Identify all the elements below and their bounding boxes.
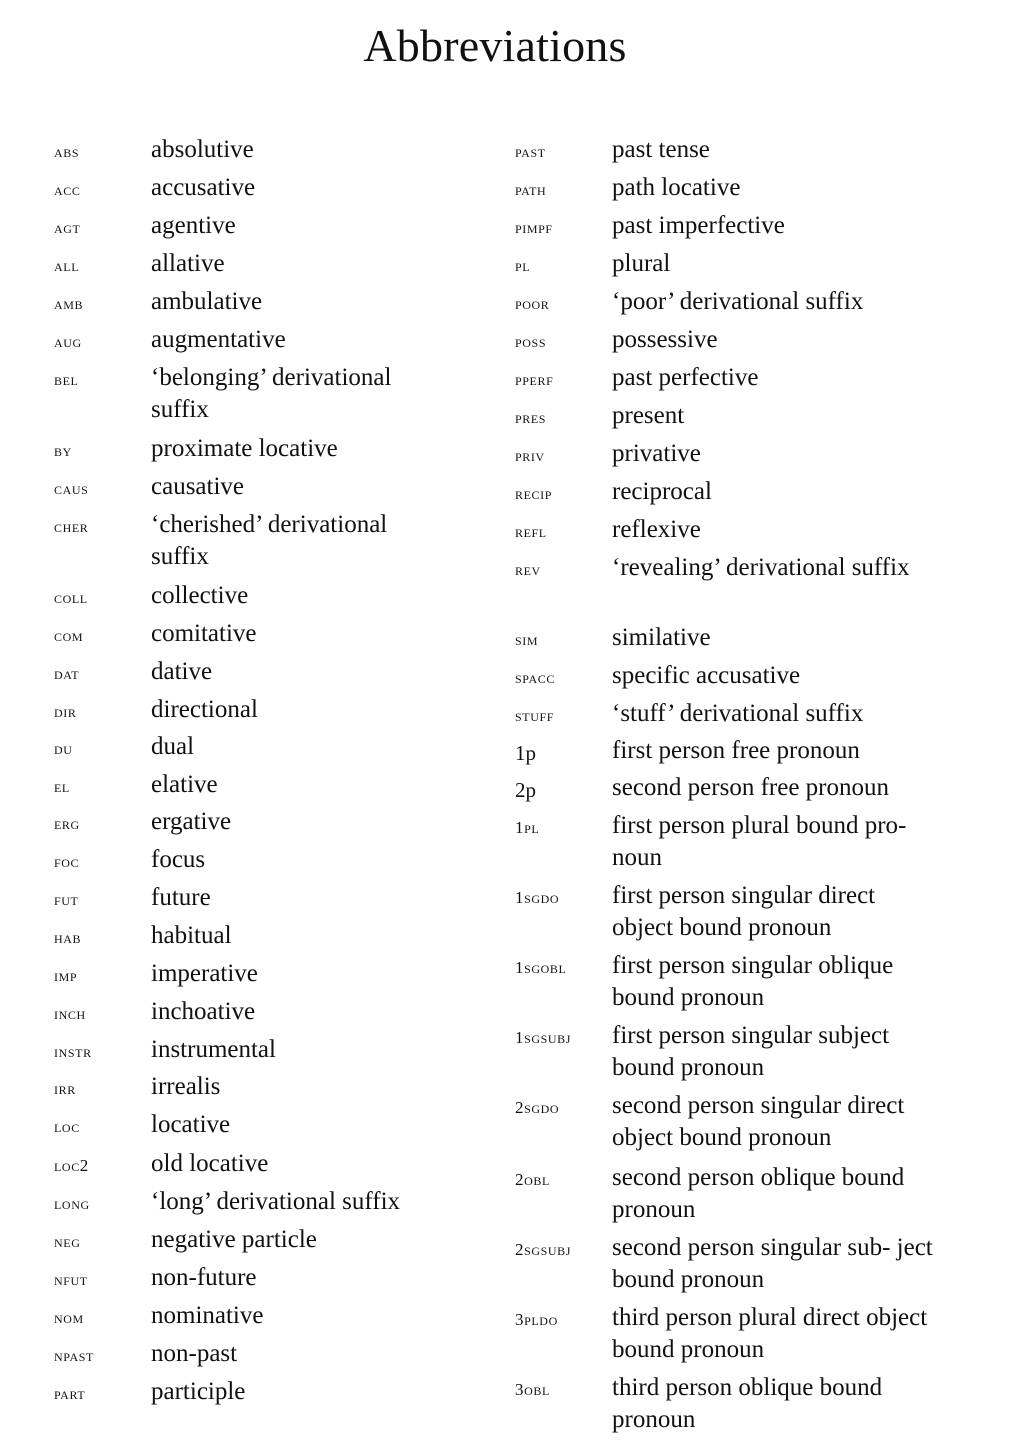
abbreviation-term: abs — [54, 142, 80, 161]
abbreviation-entry — [54, 656, 451, 690]
abbreviation-term: pperf — [515, 370, 554, 389]
abbreviation-entry — [54, 1262, 451, 1296]
abbreviation-entry — [54, 806, 451, 840]
abbreviation-entry — [54, 1034, 451, 1068]
abbreviation-entry — [515, 1302, 942, 1366]
abbreviation-term: hab — [54, 928, 82, 947]
abbreviation-entry — [515, 552, 942, 586]
abbreviation-definition: past tense — [612, 136, 710, 163]
abbreviation-term: spacc — [515, 668, 555, 687]
abbreviation-definition: first person plural bound pro- noun — [612, 812, 907, 871]
abbreviation-term: coll — [54, 588, 88, 607]
abbreviation-entry — [54, 134, 451, 168]
abbreviation-definition: first person free pronoun — [612, 737, 860, 764]
abbreviation-definition: old locative — [151, 1150, 269, 1177]
abbreviation-entry — [54, 509, 451, 573]
abbreviation-definition: proximate locative — [151, 435, 338, 462]
abbreviation-definition: nominative — [151, 1302, 264, 1329]
abbreviation-entry — [515, 438, 942, 472]
abbreviation-definition: focus — [151, 846, 206, 873]
abbreviation-term: 1sgdo — [515, 888, 560, 907]
abbreviation-entry — [54, 882, 451, 916]
abbreviation-term: refl — [515, 522, 547, 541]
abbreviation-entry — [54, 1338, 451, 1372]
abbreviation-term: pl — [515, 256, 531, 275]
abbreviation-term: instr — [54, 1042, 92, 1061]
abbreviation-definition: second person free pronoun — [612, 774, 889, 801]
abbreviation-term: 2p — [515, 778, 536, 802]
abbreviation-term: du — [54, 739, 73, 758]
abbreviation-term: 1sgsubj — [515, 1028, 572, 1047]
abbreviation-entry — [54, 286, 451, 320]
abbreviation-entry — [515, 210, 942, 244]
abbreviation-definition: second person singular sub- ject bound pronoun — [612, 1234, 933, 1293]
abbreviation-entry — [54, 1376, 451, 1410]
abbreviation-term: stuff — [515, 706, 555, 725]
abbreviation-term: nom — [54, 1308, 84, 1327]
abbreviation-term: el — [54, 777, 70, 796]
abbreviation-term: dir — [54, 702, 77, 721]
abbreviation-definition: participle — [151, 1378, 246, 1405]
abbreviation-definition: ‘revealing’ derivational suffix — [612, 554, 910, 581]
abbreviation-entry — [515, 735, 942, 769]
abbreviation-entry — [515, 622, 942, 656]
abbreviation-term: 2sgsubj — [515, 1240, 572, 1259]
abbreviation-definition: dative — [151, 658, 213, 685]
abbreviation-definition: ‘stuff’ derivational suffix — [612, 700, 864, 727]
abbreviation-definition: first person singular subject bound pronoun — [612, 1022, 890, 1081]
abbreviation-entry — [515, 950, 942, 1014]
abbreviation-entry — [515, 248, 942, 282]
abbreviation-term: npast — [54, 1346, 94, 1365]
abbreviation-definition: specific accusative — [612, 662, 801, 689]
abbreviation-definition: imperative — [151, 960, 258, 987]
abbreviation-entry — [515, 698, 942, 732]
abbreviation-definition: first person singular direct object bound pronoun — [612, 882, 876, 941]
abbreviation-term: irr — [54, 1079, 76, 1098]
abbreviation-definition: ‘long’ derivational suffix — [151, 1188, 401, 1215]
abbreviation-definition: habitual — [151, 922, 232, 949]
abbreviation-term: poss — [515, 332, 547, 351]
abbreviation-definition: second person singular direct object bound pronoun — [612, 1092, 905, 1151]
abbreviation-term: 3pldo — [515, 1310, 558, 1329]
abbreviation-entry — [54, 471, 451, 505]
abbreviation-definition: plural — [612, 250, 671, 277]
abbreviation-term: aug — [54, 332, 82, 351]
abbreviation-entry — [54, 1071, 451, 1105]
abbreviation-term: path — [515, 180, 547, 199]
abbreviation-entry — [515, 134, 942, 168]
abbreviation-definition: collective — [151, 582, 249, 609]
abbreviation-entry — [515, 1090, 942, 1154]
abbreviation-term: neg — [54, 1232, 81, 1251]
abbreviation-term: amb — [54, 294, 84, 313]
abbreviation-definition: non-future — [151, 1264, 257, 1291]
abbreviation-definition: accusative — [151, 174, 256, 201]
abbreviation-term: imp — [54, 966, 78, 985]
abbreviation-definition: locative — [151, 1111, 231, 1138]
abbreviation-definition: allative — [151, 250, 225, 277]
abbreviation-term: caus — [54, 479, 89, 498]
abbreviation-definition: ergative — [151, 808, 232, 835]
abbreviation-entry — [515, 772, 942, 806]
abbreviation-entry — [54, 1224, 451, 1258]
abbreviation-entry — [515, 1372, 942, 1436]
abbreviation-definition: similative — [612, 624, 711, 651]
abbreviation-definition: elative — [151, 771, 218, 798]
abbreviation-entry — [54, 324, 451, 358]
abbreviation-term: fut — [54, 890, 79, 909]
abbreviation-definition: first person singular oblique bound pronoun — [612, 952, 894, 1011]
abbreviation-entry — [54, 580, 451, 614]
abbreviation-entry — [54, 618, 451, 652]
abbreviation-term: by — [54, 441, 72, 460]
abbreviation-entry — [54, 210, 451, 244]
abbreviation-entry — [515, 400, 942, 434]
abbreviation-term: acc — [54, 180, 81, 199]
abbreviation-definition: past perfective — [612, 364, 759, 391]
abbreviation-entry — [54, 694, 451, 728]
abbreviation-term: 1pl — [515, 818, 540, 837]
abbreviation-definition: negative particle — [151, 1226, 317, 1253]
abbreviation-term: inch — [54, 1004, 86, 1023]
abbreviation-term: 3obl — [515, 1380, 550, 1399]
abbreviation-entry — [54, 433, 451, 467]
abbreviation-definition: augmentative — [151, 326, 286, 353]
abbreviation-entry — [54, 769, 451, 803]
abbreviation-definition: irrealis — [151, 1073, 221, 1100]
abbreviation-entry — [515, 880, 942, 944]
abbreviation-definition: ‘cherished’ derivational suffix — [151, 511, 388, 570]
abbreviation-definition: second person oblique bound pronoun — [612, 1164, 905, 1223]
abbreviation-term: loc2 — [54, 1156, 89, 1175]
abbreviation-entry — [54, 1186, 451, 1220]
abbreviation-term: rev — [515, 560, 541, 579]
abbreviation-entry — [515, 324, 942, 358]
abbreviation-definition: possessive — [612, 326, 718, 353]
abbreviation-definition: non-past — [151, 1340, 238, 1367]
abbreviation-term: 2obl — [515, 1170, 550, 1189]
abbreviation-term: pres — [515, 408, 547, 427]
abbreviation-entry — [54, 958, 451, 992]
abbreviation-definition: past imperfective — [612, 212, 785, 239]
abbreviation-entry — [54, 996, 451, 1030]
abbreviation-definition: present — [612, 402, 685, 429]
abbreviation-definition: dual — [151, 733, 195, 760]
abbreviation-definition: absolutive — [151, 136, 254, 163]
abbreviation-term: priv — [515, 446, 545, 465]
abbreviation-term: poor — [515, 294, 550, 313]
abbreviation-definition: causative — [151, 473, 245, 500]
abbreviation-term: part — [54, 1384, 86, 1403]
abbreviation-entry — [515, 286, 942, 320]
abbreviation-entry — [54, 731, 451, 765]
abbreviation-definition: privative — [612, 440, 701, 467]
abbreviation-term: pimpf — [515, 218, 553, 237]
abbreviation-term: cher — [54, 517, 89, 536]
abbreviation-entry — [54, 1300, 451, 1334]
abbreviation-term: recip — [515, 484, 553, 503]
abbreviation-term: 1p — [515, 741, 536, 765]
abbreviation-definition: comitative — [151, 620, 257, 647]
abbreviation-term: past — [515, 142, 546, 161]
abbreviation-term: 1sgobl — [515, 958, 567, 977]
abbreviation-entry — [515, 476, 942, 510]
abbreviation-entry — [515, 660, 942, 694]
abbreviation-definition: ‘belonging’ derivational suffix — [151, 364, 392, 423]
abbreviation-entry — [515, 810, 942, 874]
abbreviation-term: 2sgdo — [515, 1098, 560, 1117]
abbreviation-definition: third person plural direct object bound pronoun — [612, 1304, 928, 1363]
abbreviation-entry — [54, 172, 451, 206]
abbreviation-definition: inchoative — [151, 998, 256, 1025]
abbreviation-definition: instrumental — [151, 1036, 276, 1063]
abbreviation-definition: ambulative — [151, 288, 263, 315]
abbreviation-entry — [54, 1148, 451, 1182]
abbreviation-term: dat — [54, 664, 80, 683]
abbreviation-term: com — [54, 626, 84, 645]
abbreviation-entry — [54, 248, 451, 282]
abbreviation-definition: path locative — [612, 174, 741, 201]
abbreviation-entry — [54, 844, 451, 878]
abbreviation-entry — [515, 1162, 942, 1226]
abbreviation-entry — [515, 172, 942, 206]
abbreviation-term: foc — [54, 852, 80, 871]
abbreviation-definition: third person oblique bound pronoun — [612, 1374, 883, 1433]
abbreviation-entry — [54, 362, 451, 426]
abbreviation-entry — [54, 920, 451, 954]
abbreviation-definition: agentive — [151, 212, 236, 239]
abbreviation-term: erg — [54, 814, 80, 833]
page-title: Abbreviations — [363, 20, 627, 71]
abbreviation-definition: future — [151, 884, 211, 911]
abbreviation-definition: reciprocal — [612, 478, 712, 505]
abbreviation-term: sim — [515, 630, 539, 649]
abbreviation-entry — [54, 1109, 451, 1143]
abbreviation-term: long — [54, 1194, 90, 1213]
abbreviation-term: all — [54, 256, 80, 275]
abbreviation-definition: reflexive — [612, 516, 701, 543]
abbreviation-term: nfut — [54, 1270, 88, 1289]
abbreviation-definition: directional — [151, 696, 258, 723]
abbreviation-entry — [515, 362, 942, 396]
abbreviation-entry — [515, 1232, 942, 1296]
abbreviation-definition: ‘poor’ derivational suffix — [612, 288, 864, 315]
abbreviation-entry — [515, 1020, 942, 1084]
abbreviation-term: bel — [54, 370, 79, 389]
abbreviation-term: agt — [54, 218, 81, 237]
abbreviation-term: loc — [54, 1117, 80, 1136]
abbreviation-entry — [515, 514, 942, 548]
